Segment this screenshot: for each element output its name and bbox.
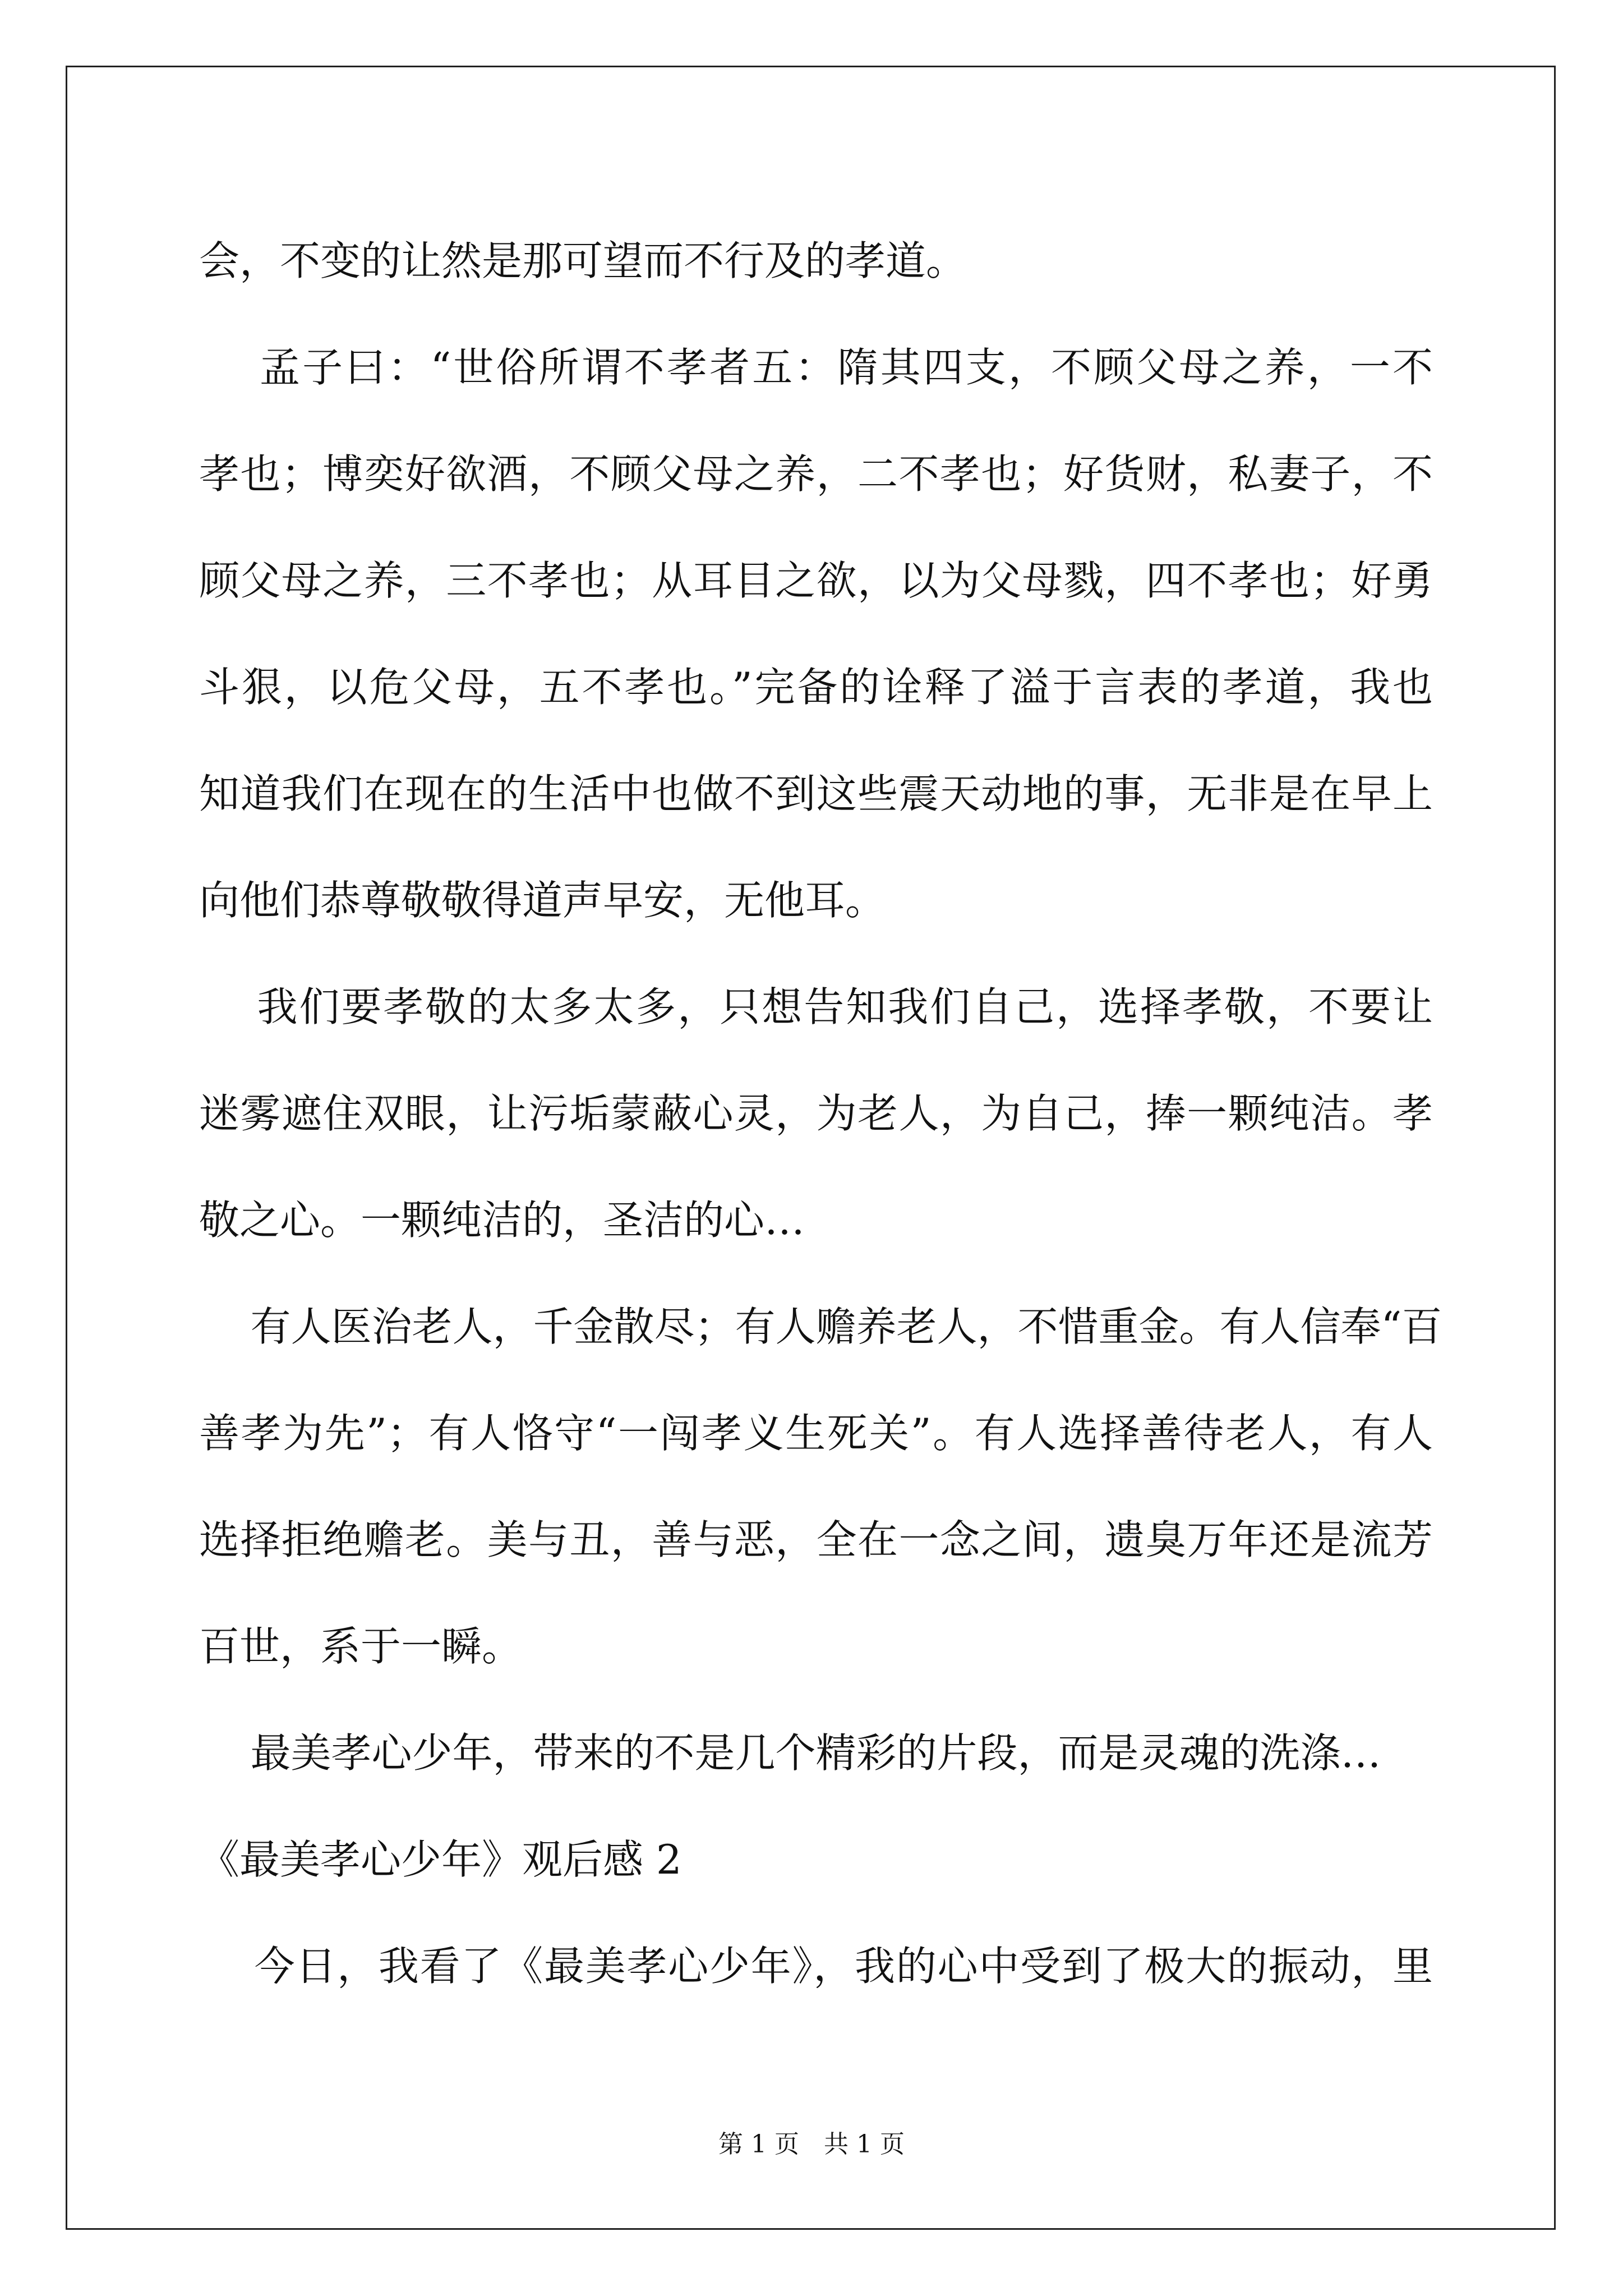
text-line: 敬之心。一颗纯洁的，圣洁的心… xyxy=(199,1197,805,1244)
text-line: 今日，我看了《最美孝心少年》，我的心中受到了极大的振动，里 xyxy=(199,1943,1433,1990)
document-body xyxy=(199,208,1442,2019)
text-line: 斗狠，以危父母，五不孝也。”完备的诠释了溢于言表的孝道，我也 xyxy=(199,664,1433,711)
text-line: 孟子曰：“世俗所谓不孝者五：隋其四支，不顾父母之养，一不 xyxy=(199,344,1433,391)
text-line: 最美孝心少年，带来的不是几个精彩的片段，而是灵魂的洗涤… xyxy=(199,1729,1381,1777)
text-line: 百世，系于一瞬。 xyxy=(199,1623,523,1670)
text-line: 善孝为先”；有人恪守“一闯孝义生死关”。有人选择善待老人，有人 xyxy=(199,1410,1433,1457)
text-line: 选择拒绝赡老。美与丑，善与恶，全在一念之间，遗臭万年还是流芳 xyxy=(199,1516,1433,1563)
section-heading: 《最美孝心少年》观后感 2 xyxy=(199,1836,682,1883)
page-number-footer: 第 1 页 共 1 页 xyxy=(718,2130,905,2159)
text-line: 孝也；博奕好欲酒，不顾父母之养，二不孝也；好货财，私妻子，不 xyxy=(199,450,1433,498)
text-line: 顾父母之养，三不孝也；从耳目之欲，以为父母戮，四不孝也；好勇 xyxy=(199,557,1433,604)
text-line: 我们要孝敬的太多太多，只想告知我们自己，选择孝敬，不要让 xyxy=(199,983,1433,1030)
text-line: 会，不变的让然是那可望而不行及的孝道。 xyxy=(199,237,967,284)
text-line: 有人医治老人，千金散尽；有人赡养老人，不惜重金。有人信奉“百 xyxy=(199,1303,1442,1350)
text-line: 迷雾遮住双眼，让污垢蒙蔽心灵，为老人，为自己，捧一颗纯洁。孝 xyxy=(199,1090,1433,1137)
text-line: 知道我们在现在的生活中也做不到这些震天动地的事，无非是在早上 xyxy=(199,770,1433,817)
text-line: 向他们恭尊敬敬得道声早安，无他耳。 xyxy=(199,877,886,924)
